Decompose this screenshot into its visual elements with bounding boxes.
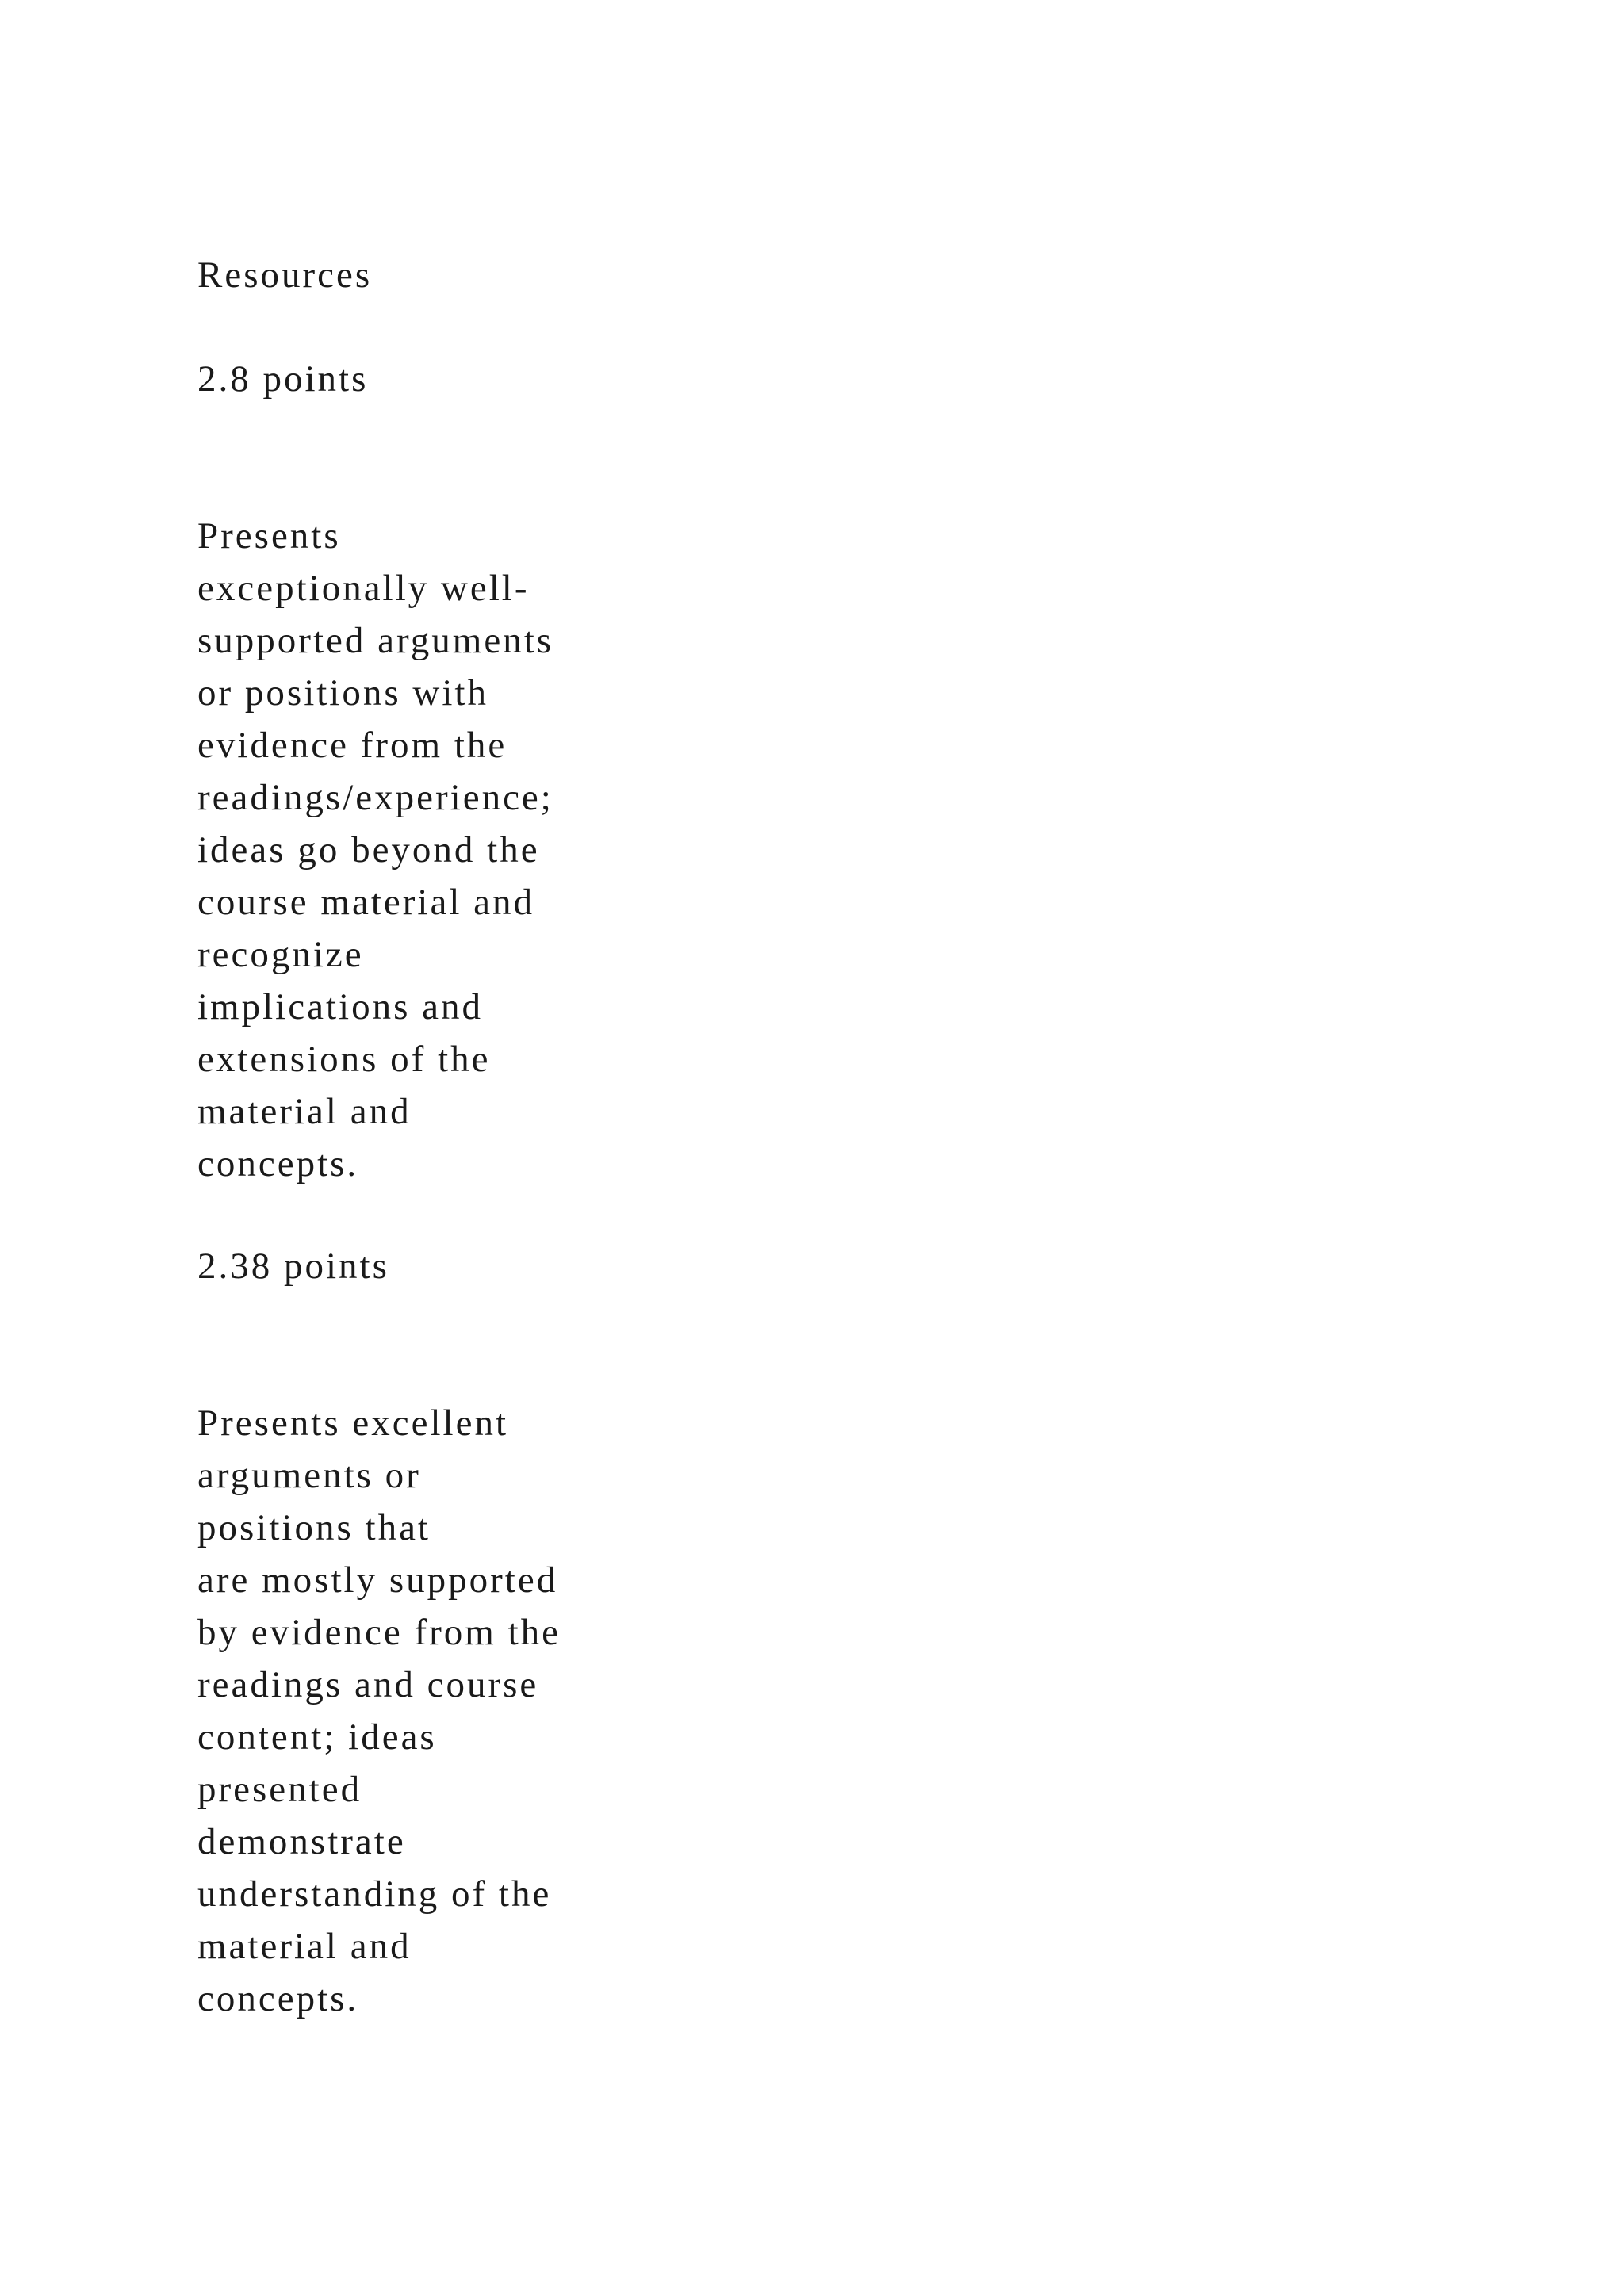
points-value-level-2: 2.38 points xyxy=(197,1246,389,1287)
points-value-level-1: 2.8 points xyxy=(197,358,369,400)
criterion-description-level-2: Presents excellent arguments or positions that are mostly supported by evidence from the readings and course content; ideas presented demonstrate understanding of the material and concepts. xyxy=(197,1402,561,2019)
criterion-heading: Resources xyxy=(197,254,373,296)
criterion-description-level-1: Presents exceptionally well- supported arguments or positions with evidence from the readings/experience; ideas go beyond the course material and recognize implications and extensions of the material and concepts. xyxy=(197,515,554,1184)
